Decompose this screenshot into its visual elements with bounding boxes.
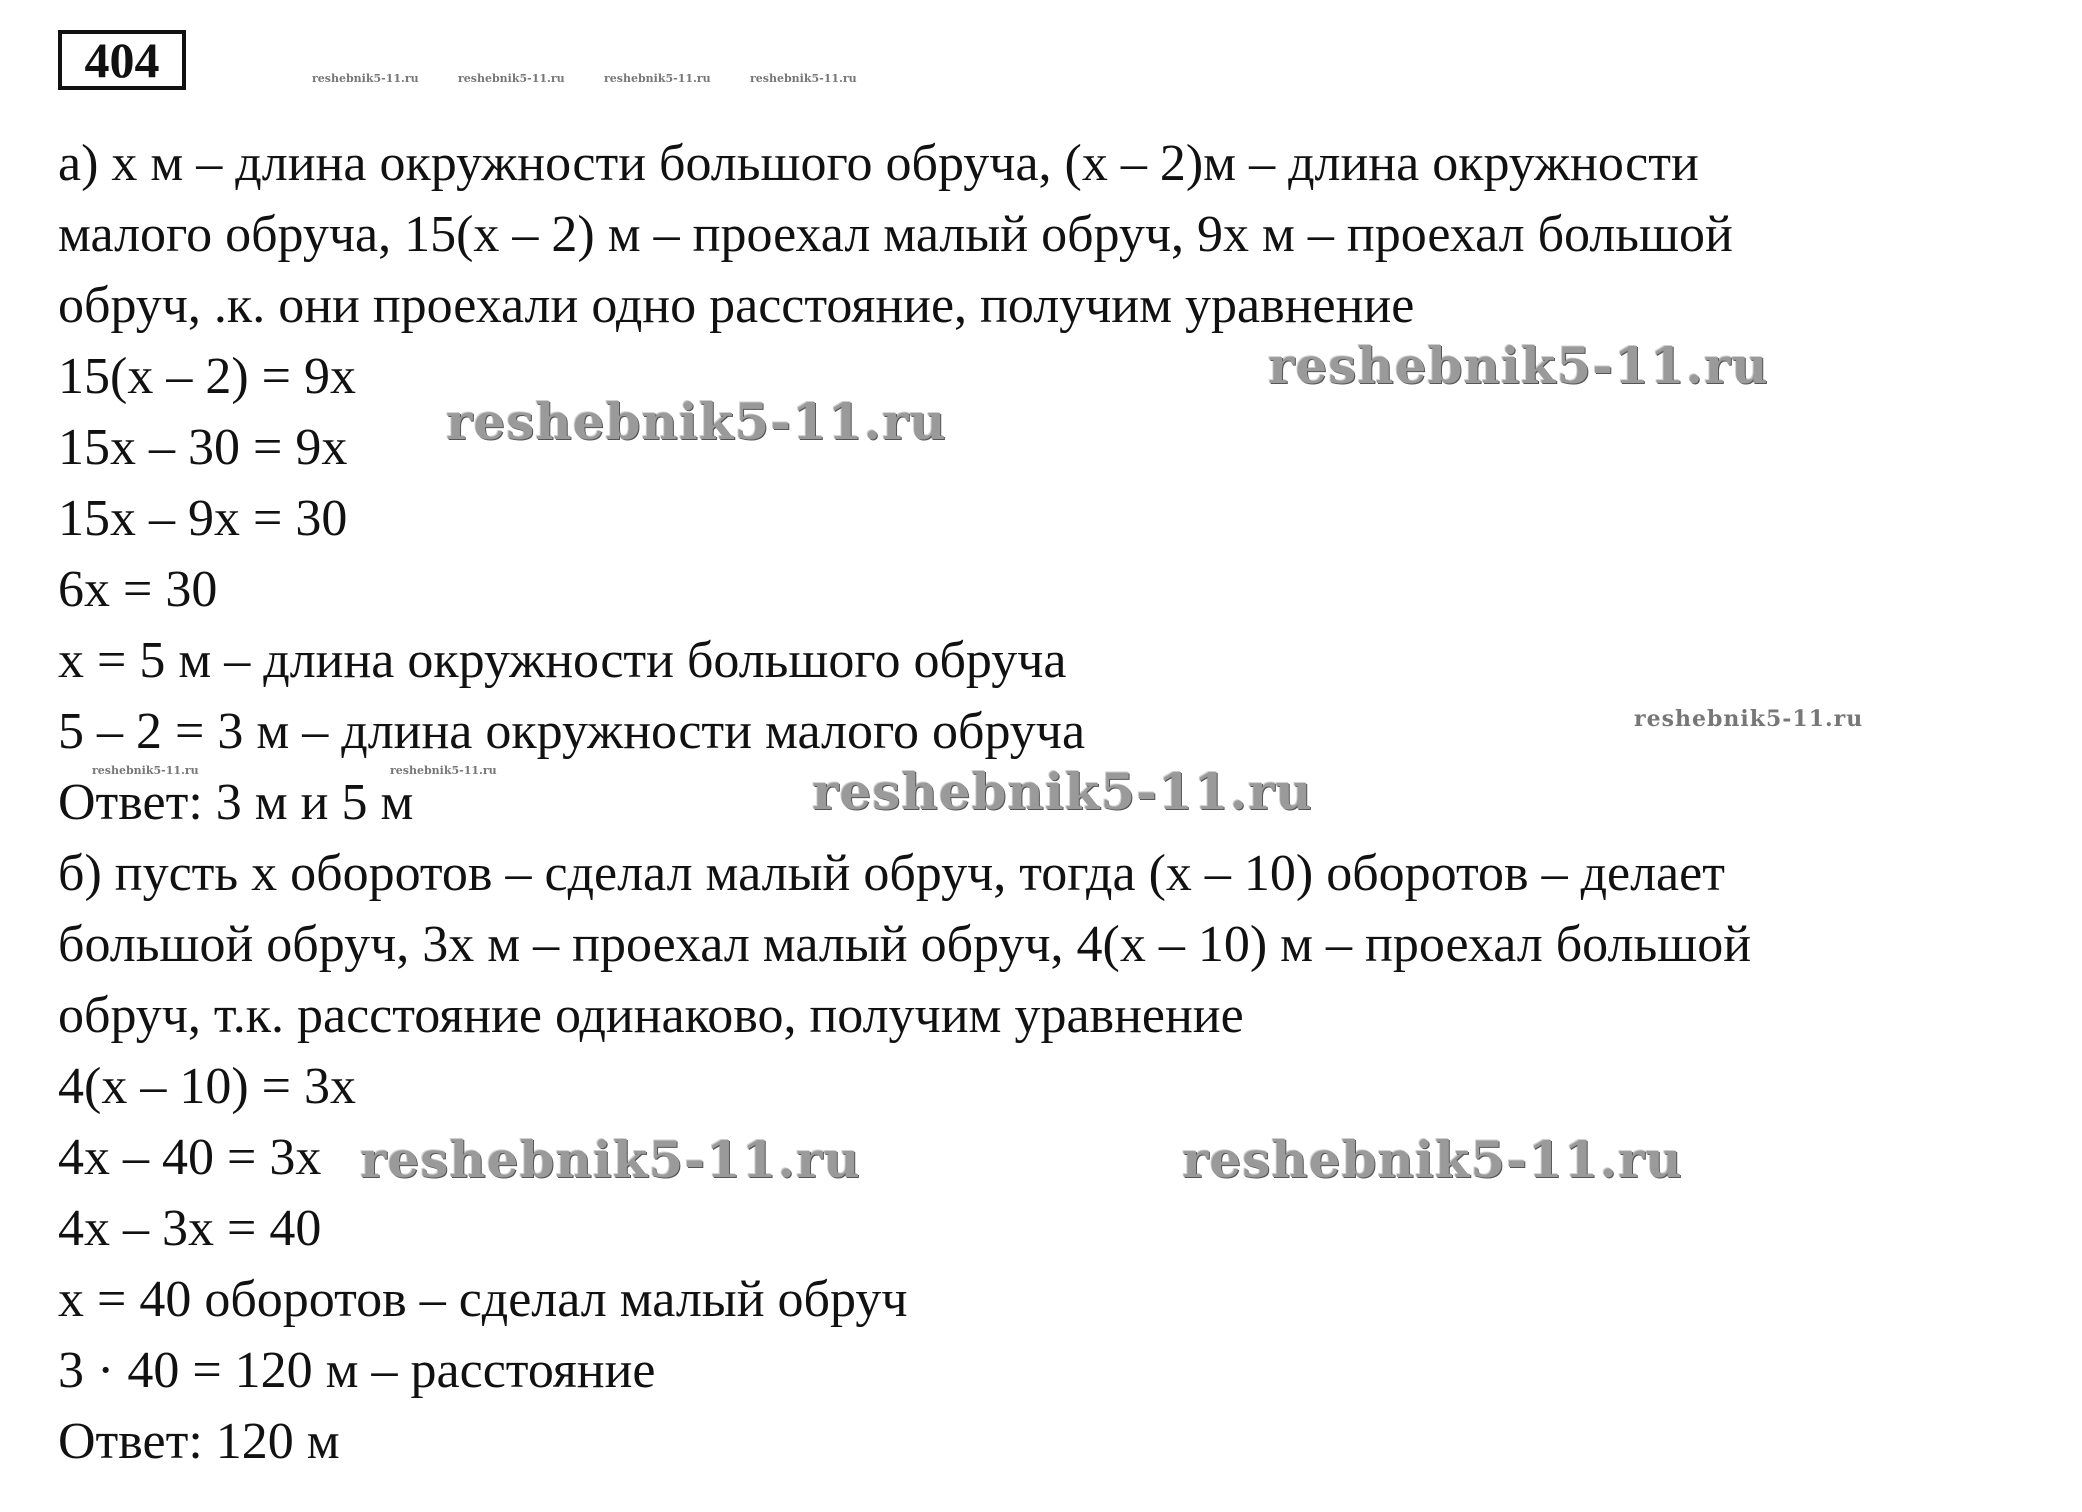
answer-b: Ответ: 120 м — [58, 1413, 340, 1470]
watermark: reshebnik5-11.ru — [1182, 1130, 1683, 1189]
equation-line: 4х – 40 = 3х — [58, 1129, 322, 1186]
part-b-line: б) пусть х оборотов – сделал малый обруч, тогда (х – 10) оборотов – делает — [58, 845, 1725, 902]
equation-line: 15х – 9х = 30 — [58, 490, 348, 547]
watermark: reshebnik5-11.ru — [360, 1130, 861, 1189]
problem-number: 404 — [58, 30, 186, 90]
result-line: 5 – 2 = 3 м – длина окружности малого обруча — [58, 703, 1086, 760]
part-a-line: а) х м – длина окружности большого обруча, (х – 2)м – длина окружности — [58, 135, 1699, 192]
part-a-line: малого обруча, 15(х – 2) м – проехал малый обруч, 9х м – проехал большой — [58, 206, 1733, 263]
watermark: reshebnik5-11.ru — [390, 764, 497, 777]
answer-a: Ответ: 3 м и 5 м — [58, 774, 414, 831]
watermark: reshebnik5-11.ru — [446, 392, 947, 451]
equation-line: 6х = 30 — [58, 561, 218, 618]
part-b-line: большой обруч, 3х м – проехал малый обруч, 4(х – 10) м – проехал большой — [58, 916, 1752, 973]
watermark: reshebnik5-11.ru — [750, 72, 857, 85]
result-line: х = 40 оборотов – сделал малый обруч — [58, 1271, 908, 1328]
part-a-line: обруч, .к. они проехали одно расстояние, получим уравнение — [58, 277, 1415, 334]
watermark: reshebnik5-11.ru — [812, 762, 1313, 821]
watermark: reshebnik5-11.ru — [1268, 336, 1769, 395]
result-line: 3 · 40 = 120 м – расстояние — [58, 1342, 656, 1399]
part-b-line: обруч, т.к. расстояние одинаково, получим уравнение — [58, 987, 1244, 1044]
watermark: reshebnik5-11.ru — [1634, 706, 1864, 732]
result-line: х = 5 м – длина окружности большого обруча — [58, 632, 1067, 689]
watermark: reshebnik5-11.ru — [604, 72, 711, 85]
watermark: reshebnik5-11.ru — [458, 72, 565, 85]
equation-line: 4(х – 10) = 3х — [58, 1058, 356, 1115]
watermark: reshebnik5-11.ru — [92, 764, 199, 777]
equation-line: 4х – 3х = 40 — [58, 1200, 322, 1257]
watermark: reshebnik5-11.ru — [312, 72, 419, 85]
equation-line: 15(х – 2) = 9х — [58, 348, 356, 405]
equation-line: 15х – 30 = 9х — [58, 419, 348, 476]
